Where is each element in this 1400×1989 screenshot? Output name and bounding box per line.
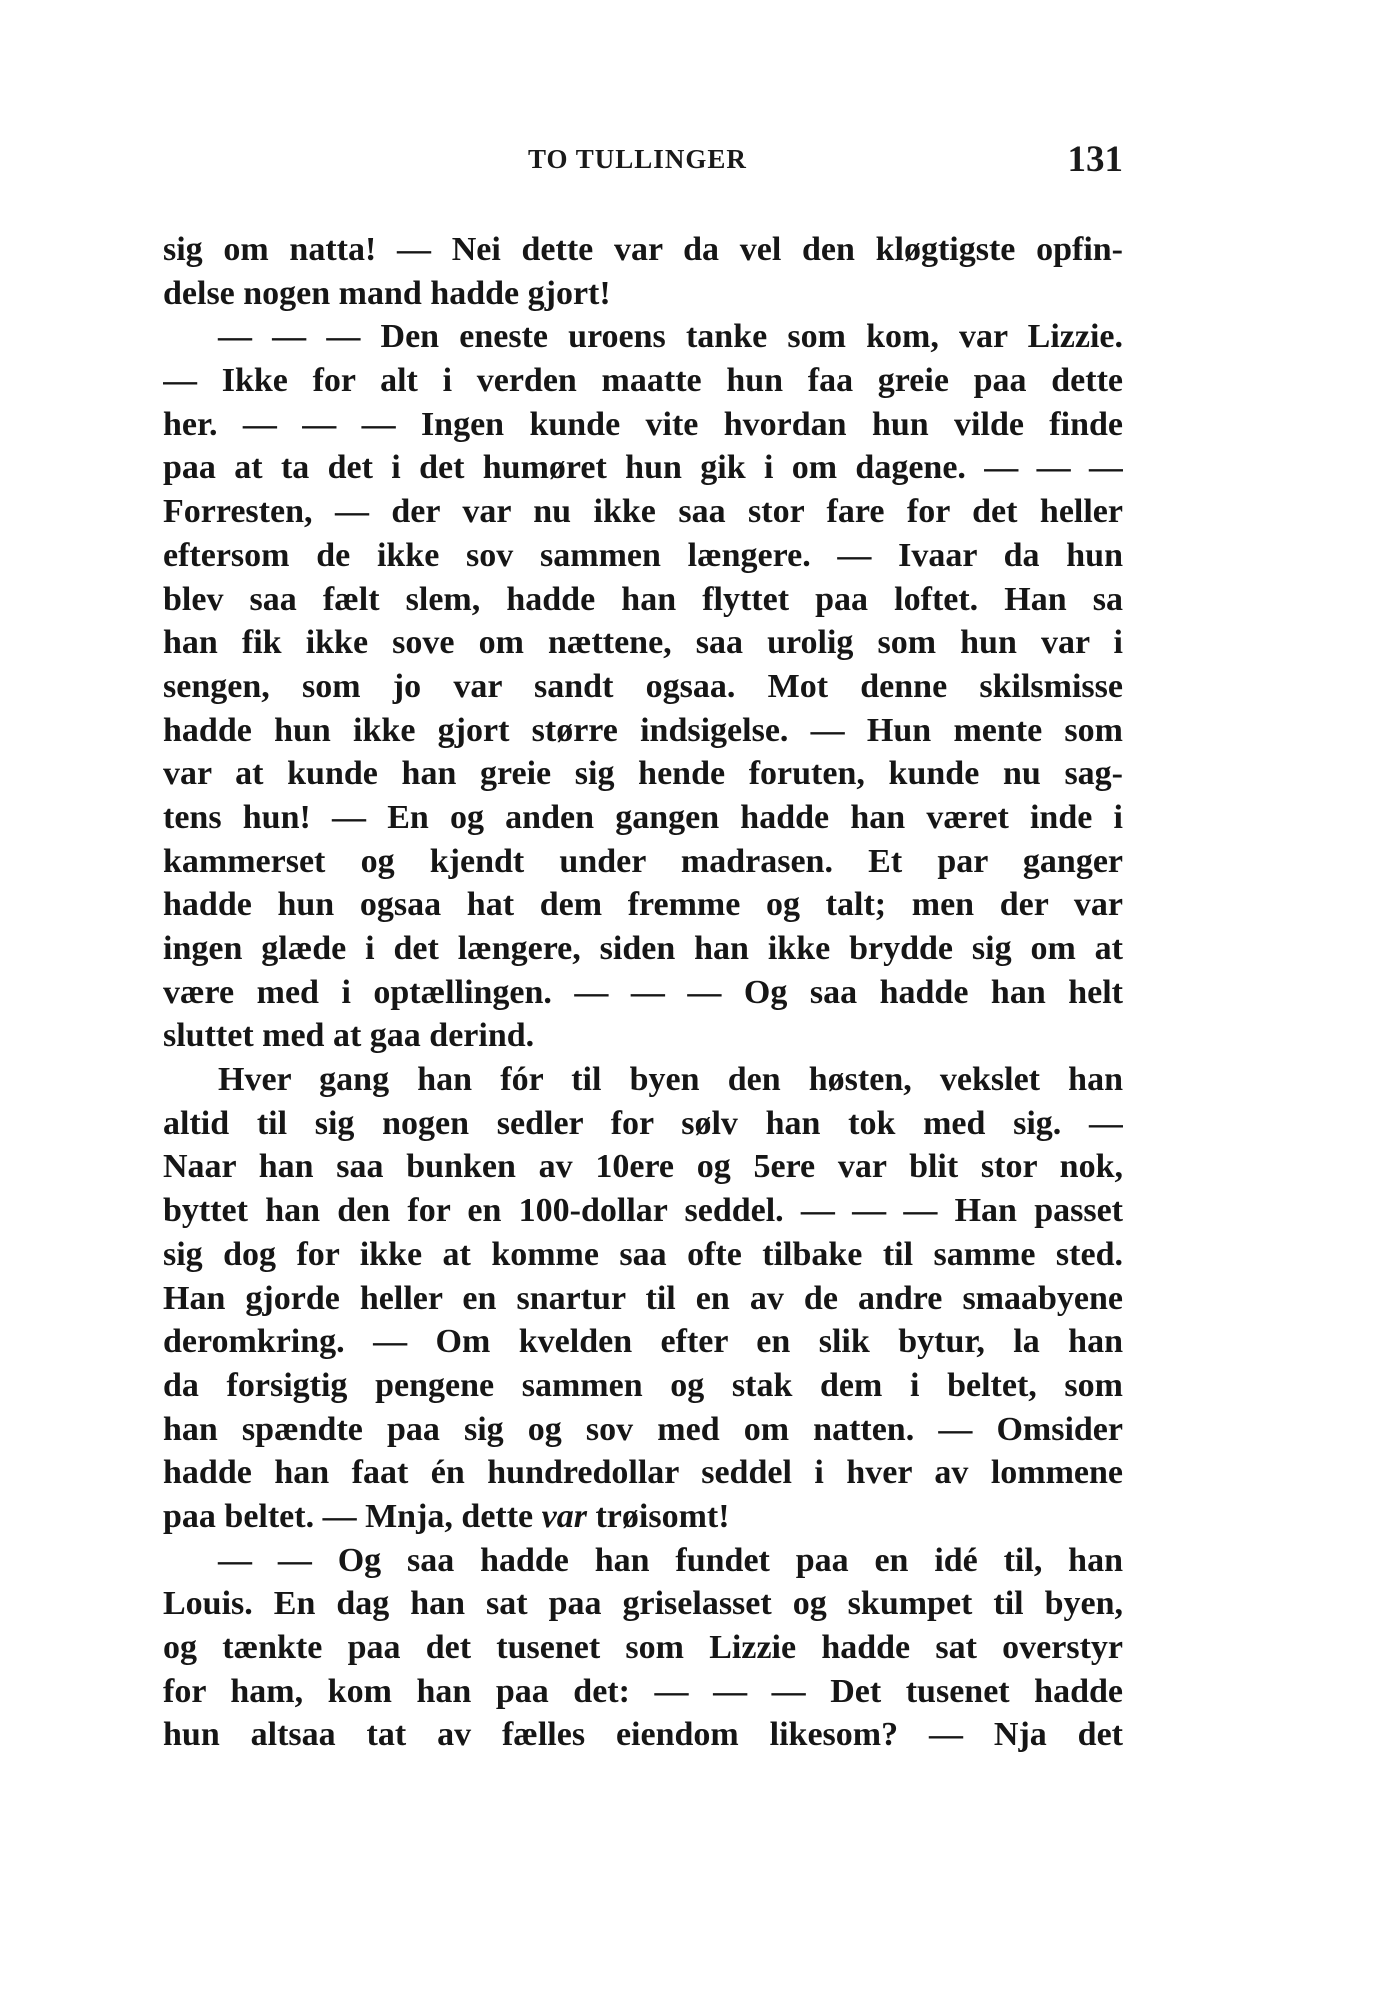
text-line xyxy=(163,1670,1123,1714)
text-line xyxy=(163,1626,1123,1670)
text-line xyxy=(163,1582,1123,1626)
line-text: var at kunde han greie sig hende foruten, kunde nu sag- xyxy=(163,755,1123,793)
line-text: altid til sig nogen sedler for sølv han tok med sig. — xyxy=(163,1104,1123,1142)
line-text: for ham, kom han paa det: — — — Det tusenet hadde xyxy=(163,1672,1123,1710)
text-line xyxy=(163,1277,1123,1321)
text-line xyxy=(163,359,1123,403)
line-text: hadde hun ogsaa hat dem fremme og talt; men der var xyxy=(163,886,1123,924)
text-line xyxy=(163,446,1123,490)
text-line xyxy=(163,1058,1123,1102)
line-text: byttet han den for en 100-dollar seddel. — — — Han passet xyxy=(163,1192,1123,1230)
line-text: paa beltet. — Mnja, dette xyxy=(163,1497,542,1535)
line-text: hadde hun ikke gjort større indsigelse. — Hun mente som xyxy=(163,711,1123,749)
line-emphasis: var xyxy=(541,1497,587,1535)
line-text: sluttet med at gaa derind. xyxy=(163,1017,535,1055)
text-line xyxy=(163,1713,1123,1757)
text-line xyxy=(163,1320,1123,1364)
text-line xyxy=(163,883,1123,927)
text-line xyxy=(163,796,1123,840)
line-text: være med i optællingen. — — — Og saa hadde han helt xyxy=(163,973,1123,1011)
line-text: — — — Den eneste uroens tanke som kom, var Lizzie. xyxy=(218,318,1123,356)
running-head: TO TULLINGER xyxy=(528,144,747,174)
text-line xyxy=(163,1539,1123,1583)
line-text: paa at ta det i det humøret hun gik i om dagene. — — — xyxy=(163,449,1123,487)
line-text: — Ikke for alt i verden maatte hun faa greie paa dette xyxy=(163,362,1123,400)
line-text: Naar han saa bunken av 10ere og 5ere var blit stor nok, xyxy=(163,1148,1123,1186)
line-text: Forresten, — der var nu ikke saa stor fare for det heller xyxy=(163,493,1123,531)
line-text: og tænkte paa det tusenet som Lizzie hadde sat overstyr xyxy=(163,1629,1123,1666)
line-text: hadde han faat én hundredollar seddel i hver av lommene xyxy=(163,1454,1123,1492)
line-text: sig dog for ikke at komme saa ofte tilbake til samme sted. xyxy=(163,1235,1123,1273)
text-line xyxy=(163,1451,1123,1495)
text-line xyxy=(163,1233,1123,1277)
text-line xyxy=(163,752,1123,796)
text-line xyxy=(163,840,1123,884)
text-line xyxy=(163,709,1123,753)
line-text: deromkring. — Om kvelden efter en slik bytur, la han xyxy=(163,1323,1123,1361)
text-line xyxy=(163,403,1123,447)
text-line xyxy=(163,1014,1123,1058)
text-line xyxy=(163,1364,1123,1408)
text-line xyxy=(163,971,1123,1015)
page-header xyxy=(163,138,1123,186)
line-text: da forsigtig pengene sammen og stak dem i beltet, som xyxy=(163,1366,1123,1404)
text-line xyxy=(163,315,1123,359)
line-text: han fik ikke sove om nættene, saa urolig som hun var i xyxy=(163,624,1123,662)
line-text: sig om natta! — Nei dette var da vel den kløgtigste opfin- xyxy=(163,231,1123,268)
text-line xyxy=(163,534,1123,578)
line-text: kammerset og kjendt under madrasen. Et par ganger xyxy=(163,842,1123,880)
body-text xyxy=(163,228,1123,1757)
line-text: delse nogen mand hadde gjort! xyxy=(163,274,611,312)
text-line xyxy=(163,1145,1123,1189)
text-line xyxy=(163,927,1123,971)
text-line xyxy=(163,490,1123,534)
line-text: Han gjorde heller en snartur til en av de andre smaabyene xyxy=(163,1279,1123,1317)
text-line xyxy=(163,228,1123,272)
text-line xyxy=(163,665,1123,709)
text-line xyxy=(163,1408,1123,1452)
text-line xyxy=(163,1189,1123,1233)
line-text: Hver gang han fór til byen den høsten, vekslet han xyxy=(218,1061,1123,1099)
line-text: — — Og saa hadde han fundet paa en idé til, han xyxy=(218,1541,1123,1579)
line-text: sengen, som jo var sandt ogsaa. Mot denne skilsmisse xyxy=(163,667,1123,705)
page-number: 131 xyxy=(1067,139,1123,180)
text-line xyxy=(163,621,1123,665)
line-text: tens hun! — En og anden gangen hadde han været inde i xyxy=(163,798,1123,836)
text-line xyxy=(163,578,1123,622)
line-text: ingen glæde i det længere, siden han ikke brydde sig om at xyxy=(163,930,1123,967)
line-text: blev saa fælt slem, hadde han flyttet paa loftet. Han sa xyxy=(163,580,1123,618)
line-text: hun altsaa tat av fælles eiendom likesom? — Nja det xyxy=(163,1716,1123,1754)
line-text: eftersom de ikke sov sammen længere. — Ivaar da hun xyxy=(163,536,1123,574)
text-line xyxy=(163,1495,1123,1539)
line-text: her. — — — Ingen kunde vite hvordan hun vilde finde xyxy=(163,405,1123,443)
line-text: Louis. En dag han sat paa griselasset og skumpet til byen, xyxy=(163,1585,1123,1623)
text-line xyxy=(163,1102,1123,1146)
text-line xyxy=(163,272,1123,316)
line-text-tail: trøisomt! xyxy=(586,1497,730,1535)
line-text: han spændte paa sig og sov med om natten. — Omsider xyxy=(163,1410,1123,1448)
